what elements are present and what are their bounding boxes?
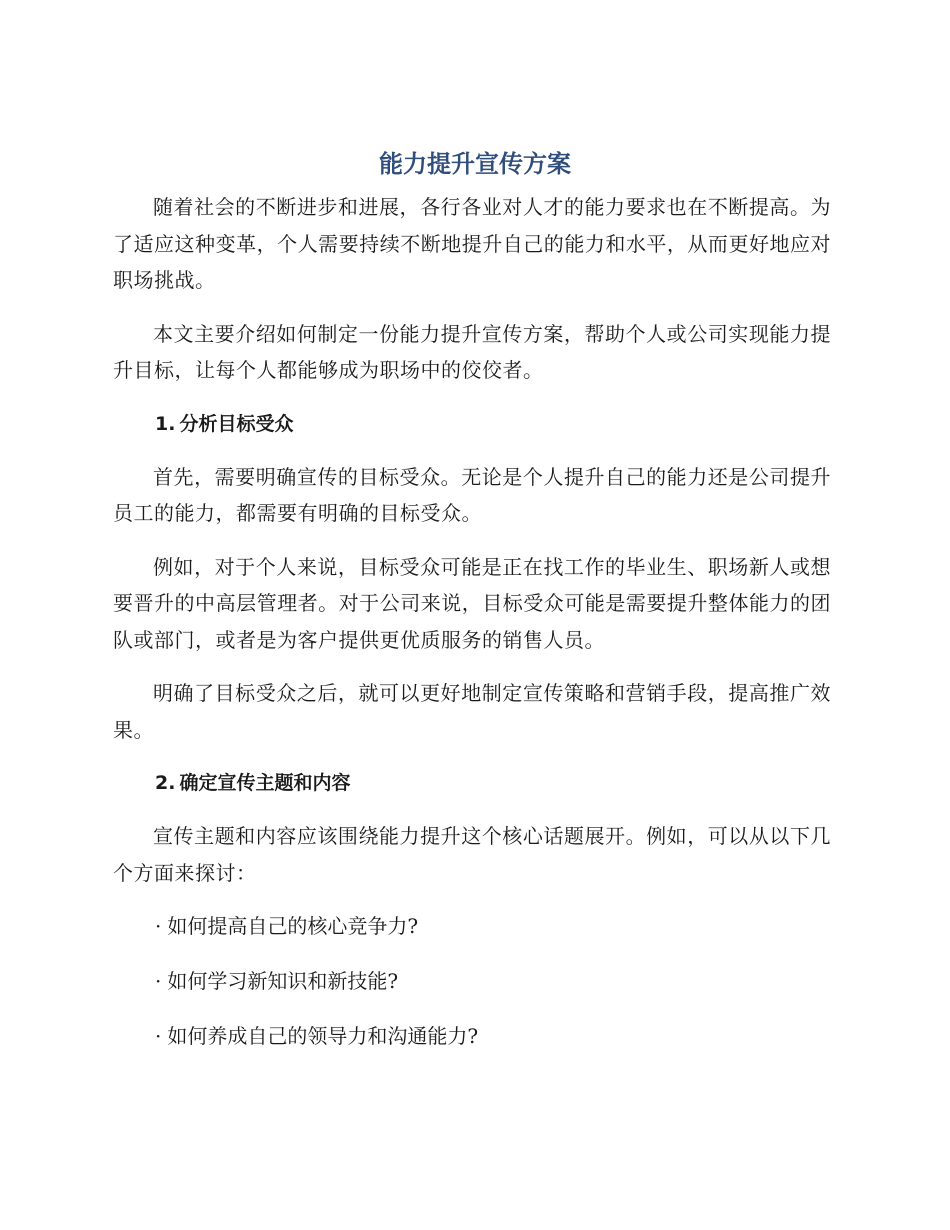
section-paragraph: 宣传主题和内容应该围绕能力提升这个核心话题展开。例如，可以从以下几个方面来探讨： <box>113 824 831 885</box>
section-heading-text: 分析目标受众 <box>179 412 294 435</box>
section-heading-text: 确定宣传主题和内容 <box>179 772 351 794</box>
bullet-text: 如何学习新知识和新技能? <box>167 969 399 993</box>
bullet-text: 如何养成自己的领导力和沟通能力? <box>167 1024 479 1048</box>
bullet-item <box>113 908 831 944</box>
section-number: 2. <box>155 772 176 794</box>
bullet-dot: · <box>155 969 162 993</box>
document-title: 能力提升宣传方案 <box>379 150 571 178</box>
section-heading <box>113 406 831 442</box>
section-number: 1. <box>155 412 176 435</box>
section-paragraph: 例如，对于个人来说，目标受众可能是正在找工作的毕业生、职场新人或想要晋升的中高层管理者。对于公司来说，目标受众可能是需要提升整体能力的团队或部门，或者是为客户提供更优质服务的销售人员。 <box>113 554 831 652</box>
bullet-item <box>113 1018 831 1054</box>
section-paragraph: 首先，需要明确宣传的目标受众。无论是个人提升自己的能力还是公司提升员工的能力，都需要有明确的目标受众。 <box>113 464 831 525</box>
bullet-text: 如何提高自己的核心竞争力? <box>167 914 419 938</box>
section-heading <box>113 765 831 801</box>
bullet-dot: · <box>155 914 162 938</box>
intro-paragraph: 本文主要介绍如何制定一份能力提升宣传方案，帮助个人或公司实现能力提升目标，让每个人都能够成为职场中的佼佼者。 <box>113 321 831 382</box>
section-paragraph: 明确了目标受众之后，就可以更好地制定宣传策略和营销手段，提高推广效果。 <box>113 681 831 742</box>
document-body <box>113 189 831 1073</box>
bullet-dot: · <box>155 1024 162 1048</box>
bullet-item <box>113 963 831 999</box>
intro-paragraph: 随着社会的不断进步和进展，各行各业对人才的能力要求也在不断提高。为了适应这种变革，个人需要持续不断地提升自己的能力和水平，从而更好地应对职场挑战。 <box>113 195 831 292</box>
